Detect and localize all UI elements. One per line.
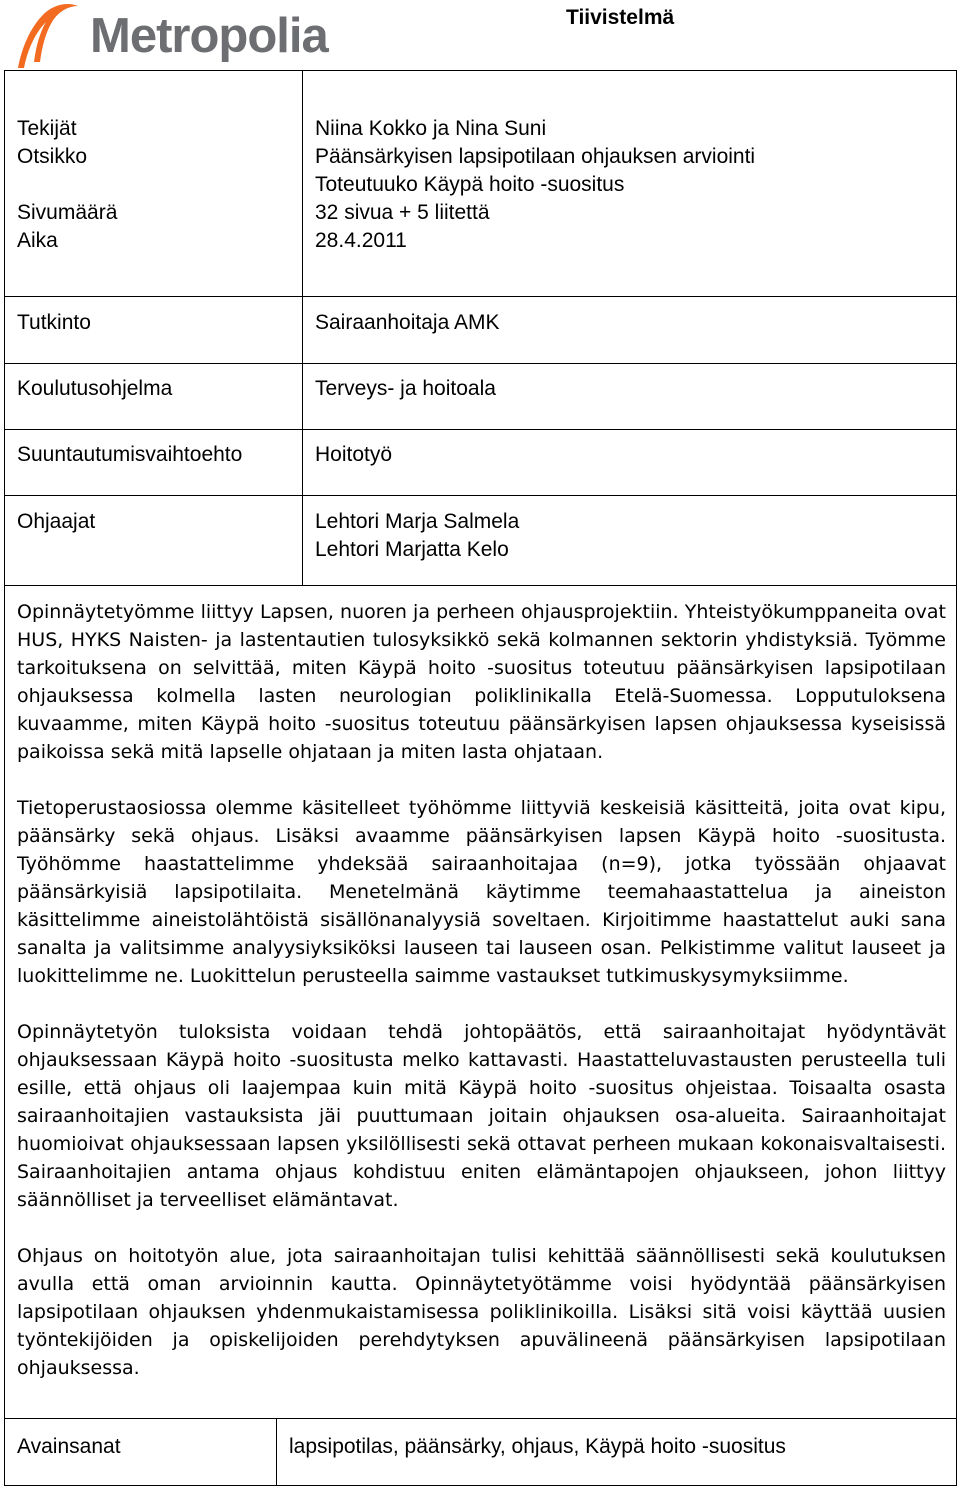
abstract-body <box>17 598 946 1382</box>
specialisation-label: Suuntautumisvaihtoehto <box>17 443 243 466</box>
divider <box>4 585 957 586</box>
column-divider <box>276 1418 277 1486</box>
title-value-line2: Toteutuuko Käypä hoito -suositus <box>315 173 625 196</box>
divider <box>4 363 957 364</box>
title-value-line1: Päänsärkyisen lapsipotilaan ohjauksen arviointi <box>315 145 756 168</box>
divider <box>4 495 957 496</box>
document-type: Tiivistelmä <box>566 6 675 29</box>
specialisation-value: Hoitotyö <box>315 443 393 466</box>
authors-label: Tekijät <box>17 117 77 140</box>
date-value: 28.4.2011 <box>315 229 407 252</box>
metropolia-m-icon <box>12 2 82 72</box>
supervisors-label: Ohjaajat <box>17 510 96 533</box>
programme-label: Koulutusohjelma <box>17 377 173 400</box>
logo-wordmark: Metropolia <box>90 9 328 63</box>
abstract-paragraph: Tietoperustaosiossa olemme käsitelleet työhömme liittyviä keskeisiä käsitteitä, joita ovat kipu, päänsärky sekä ohjaus. Lisäksi avaamme päänsärkyisen lapsen Käypä hoito -suositusta. Työhömme haastattelimme yhdeksää sairaanhoitajaa (n=9), jotka työssään ohjaavat päänsärkyisiä lapsipotilaita. Menetelmänä käytimme teemahaastattelua ja aineiston käsittelimme aineistolähtöistä sisällönanalyysiä soveltaen. Kirjoitimme haastattelut auki sana sanalta ja valitsimme analyysiyksiköksi lauseen tai lauseen osan. Pelkistimme valitut lauseet ja luokittelimme ne. Luokittelun perusteella saimme vastaukset tutkimuskysymyksiimme. <box>17 797 946 987</box>
divider <box>4 296 957 297</box>
programme-value: Terveys- ja hoitoala <box>315 377 496 400</box>
degree-label: Tutkinto <box>17 311 91 334</box>
supervisor-1: Lehtori Marja Salmela <box>315 510 520 533</box>
date-label: Aika <box>17 229 58 252</box>
title-label: Otsikko <box>17 145 88 168</box>
pages-label: Sivumäärä <box>17 201 118 224</box>
abstract-paragraph: Opinnäytetyömme liittyy Lapsen, nuoren ja perheen ohjausprojektiin. Yhteistyökumppaneita ovat HUS, HYKS Naisten- ja lastentautien tulosyksikkö sekä kolmannen sektorin yhdistyksiä. Työmme tarkoituksena on selvittää, miten Käypä hoito -suositus toteutuu päänsärkyisen lapsipotilaan ohjauksessa kolmella lasten neurologian poliklinikalla Etelä-Suomessa. Lopputuloksena kuvaamme, miten Käypä hoito -suositus toteutuu päänsärkyisen lapsen ohjauksessa kyseisissä paikoissa sekä mitä lapselle ohjataan ja miten lasta ohjataan. <box>17 601 946 763</box>
divider <box>4 429 957 430</box>
keywords-label: Avainsanat <box>17 1435 121 1458</box>
authors-value: Niina Kokko ja Nina Suni <box>315 117 547 140</box>
metropolia-logo <box>12 2 328 72</box>
abstract-paragraph: Opinnäytetyön tuloksista voidaan tehdä johtopäätös, että sairaanhoitajat hyödyntävät ohjauksessaan Käypä hoito -suositusta melko kattavasti. Haastatteluvastausten perusteella tuli esille, että ohjaus oli laajempaa kuin mitä Käypä hoito -suositus ohjeistaa. Toisaalta osasta sairaanhoitajien vastauksista jäi puuttumaan joitain ohjauksen osa-alueita. Sairaanhoitajat huomioivat ohjauksessaan lapsen yksilöllisesti sekä ottavat perheen mukaan kokonaisvaltaisesti. Sairaanhoitajien antama ohjaus kohdistuu eniten elämäntapojen ohjaukseen, johon liittyy säännölliset ja terveelliset elämäntavat. <box>17 1021 946 1211</box>
divider <box>4 1418 957 1419</box>
keywords-value: lapsipotilas, päänsärky, ohjaus, Käypä hoito -suositus <box>289 1435 786 1458</box>
pages-value: 32 sivua + 5 liitettä <box>315 201 490 224</box>
degree-value: Sairaanhoitaja AMK <box>315 311 500 334</box>
supervisor-2: Lehtori Marjatta Kelo <box>315 538 509 561</box>
abstract-paragraph: Ohjaus on hoitotyön alue, jota sairaanhoitajan tulisi kehittää säännöllisesti sekä koulutuksen avulla että oman arvioinnin kautta. Opinnäytetyötämme voisi hyödyntää päänsärkyisen lapsipotilaan ohjauksen yhdenmukaistamisessa poliklinikoilla. Lisäksi sitä voisi käyttää uusien työntekijöiden ja opiskelijoiden perehdytyksen apuvälineenä päänsärkyisen lapsipotilaan ohjauksessa. <box>17 1245 946 1379</box>
column-divider <box>302 70 303 586</box>
